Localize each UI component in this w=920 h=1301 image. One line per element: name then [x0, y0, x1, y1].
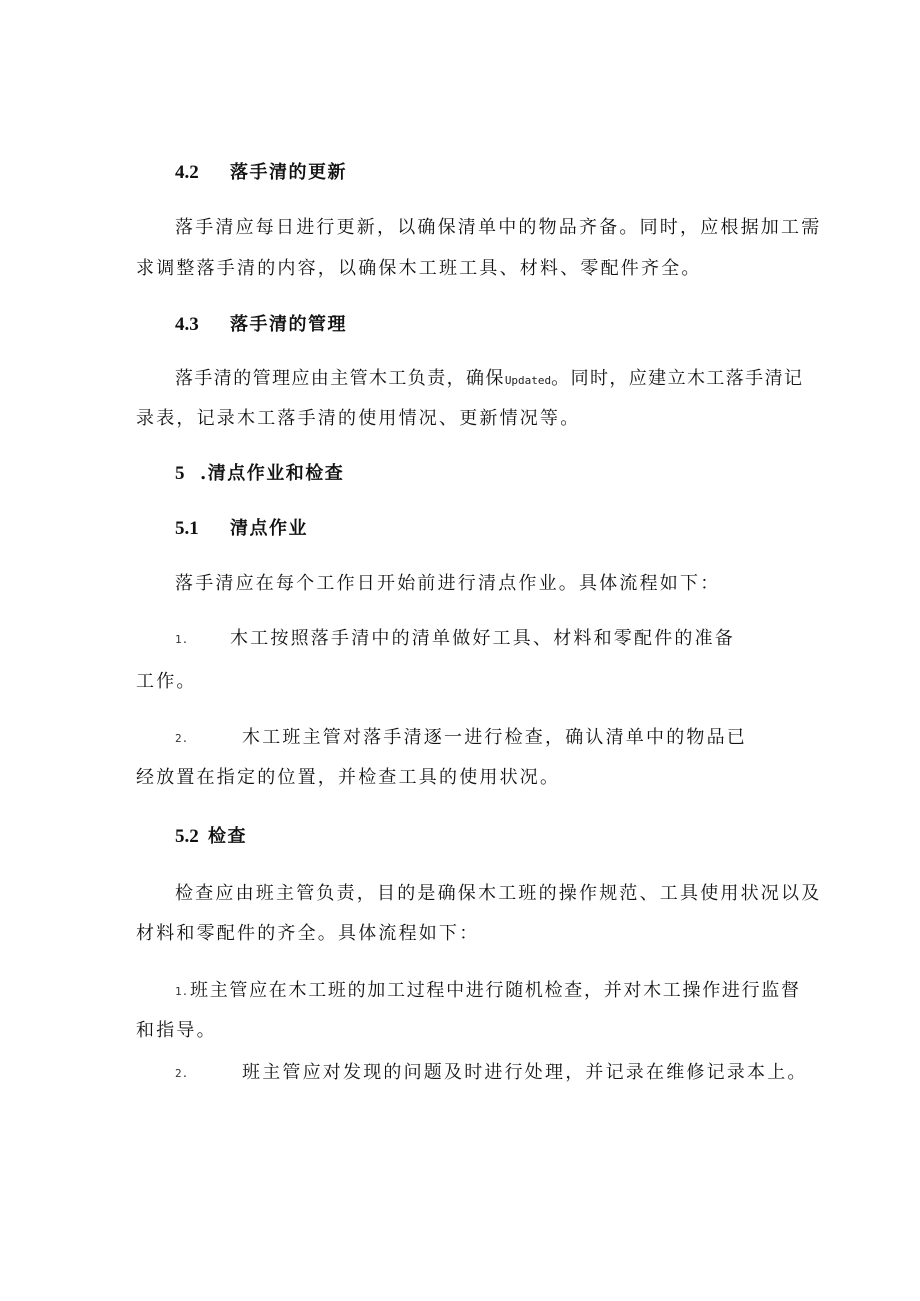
- list-item-line-2: 经放置在指定的位置，并检查工具的使用状况。: [136, 767, 561, 788]
- section-5-number: 5: [175, 463, 185, 484]
- section-4-3-text-b: 。同时，应建立木工落手清记: [551, 368, 804, 389]
- list-item-number: 1.: [175, 985, 189, 998]
- list-item-line-1: 木工班主管对落手清逐一进行检查，确认清单中的物品已: [242, 727, 747, 748]
- section-4-3-number: 4.3: [175, 314, 199, 335]
- list-item-line-2: 和指导。: [136, 1020, 217, 1041]
- list-item-line-1: 班主管应对发现的问题及时进行处理，并记录在维修记录本上。: [242, 1062, 808, 1083]
- section-4-3-paragraph-line-1: [175, 367, 803, 393]
- list-item-line-1: 班主管应在木工班的加工过程中进行随机检查，并对木工操作进行监督: [190, 980, 801, 1001]
- section-4-2-paragraph-line-2: 求调整落手清的内容，以确保木工班工具、材料、零配件齐全。: [136, 258, 702, 279]
- list-item-line-2: 工作。: [136, 671, 197, 692]
- section-5-2-paragraph-line-1: 检查应由班主管负责，目的是确保木工班的操作规范、工具使用状况以及: [175, 883, 822, 904]
- section-4-2-paragraph-line-1: 落手清应每日进行更新，以确保清单中的物品齐备。同时，应根据加工需: [175, 217, 822, 238]
- section-4-3-title: 落手清的管理: [230, 314, 347, 335]
- list-item-number: 2.: [175, 1067, 189, 1080]
- section-5-2-title: 检查: [208, 826, 247, 847]
- list-item-number: 1.: [175, 633, 189, 646]
- list-item-number: 2.: [175, 732, 189, 745]
- section-5-2-paragraph-line-2: 材料和零配件的齐全。具体流程如下：: [136, 923, 480, 944]
- section-5-2-number: 5.2: [175, 826, 199, 847]
- section-4-3-text-a: 落手清的管理应由主管木工负责，确保: [175, 368, 505, 389]
- list-item-line-1: 木工按照落手清中的清单做好工具、材料和零配件的准备: [230, 628, 735, 649]
- section-5-1-title: 清点作业: [230, 518, 308, 539]
- section-5-title: .清点作业和检查: [200, 463, 345, 484]
- section-4-2-title: 落手清的更新: [230, 162, 347, 183]
- updated-inline-text: Updated: [504, 374, 552, 387]
- section-5-1-intro: 落手清应在每个工作日开始前进行清点作业。具体流程如下：: [175, 573, 721, 594]
- section-4-3-paragraph-line-2: 录表，记录木工落手清的使用情况、更新情况等。: [136, 408, 581, 429]
- section-5-1-number: 5.1: [175, 518, 199, 539]
- section-4-2-number: 4.2: [175, 162, 199, 183]
